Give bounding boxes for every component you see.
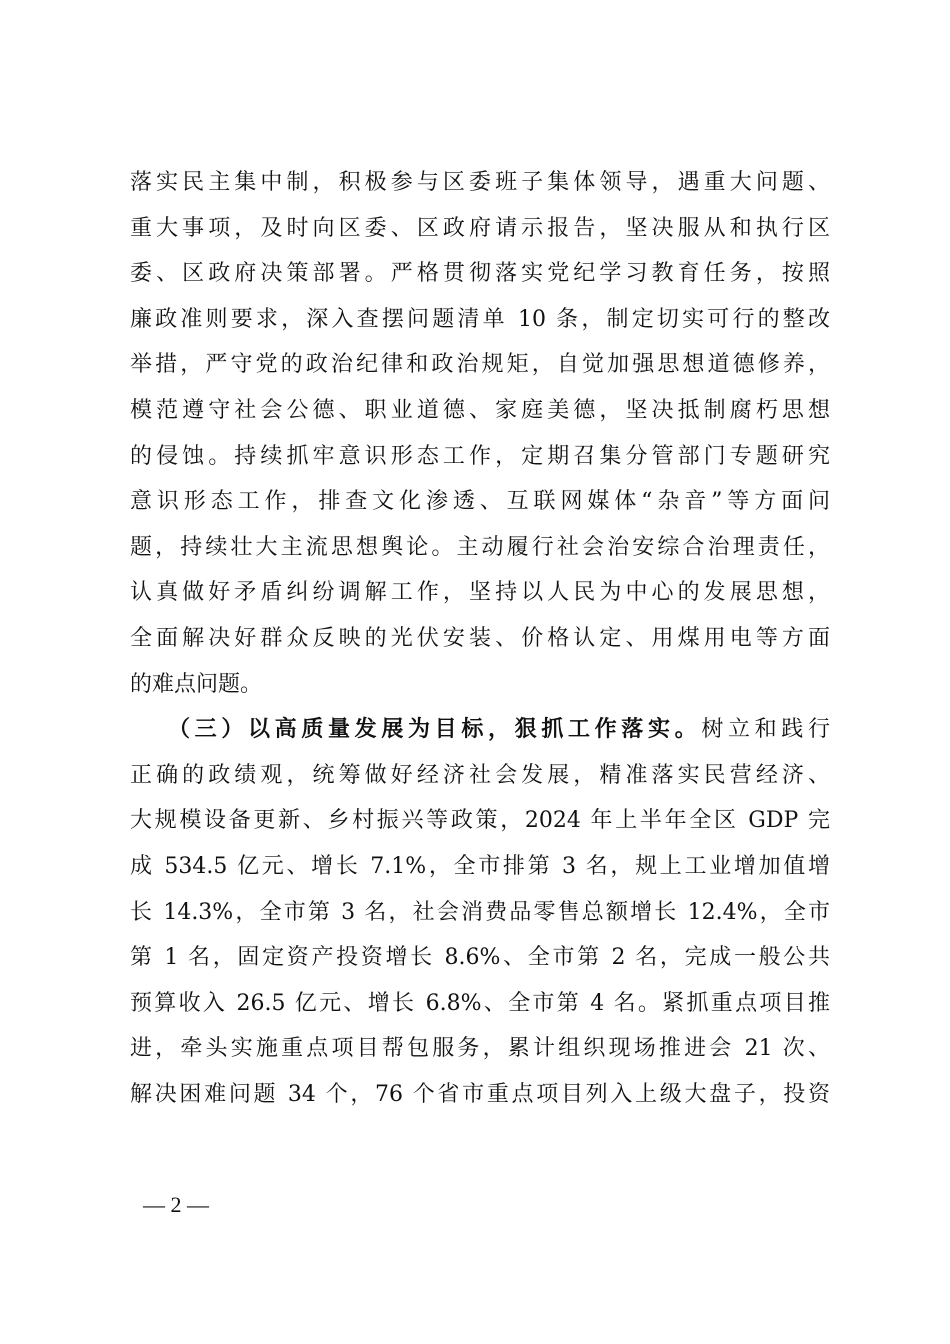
- text-line: 的难点问题。: [130, 671, 263, 697]
- text-line: 落实民主集中制，积极参与区委班子集体领导，遇重大问题、: [130, 170, 830, 195]
- text-line: 的侵蚀。持续抓牢意识形态工作，定期召集分管部门专题研究: [130, 443, 830, 469]
- paragraph-party-discipline: [130, 160, 830, 707]
- text-line: 认真做好矛盾纠纷调解工作，坚持以人民为中心的发展思想，: [130, 580, 830, 606]
- text-line: 正确的政绩观，统筹做好经济社会发展，精准落实民营经济、: [130, 762, 830, 788]
- text-line: 第 1 名，固定资产投资增长 8.6%、全市第 2 名，完成一般公共: [130, 945, 830, 971]
- text-line: 重大事项，及时向区委、区政府请示报告，坚决服从和执行区: [130, 215, 830, 241]
- text-line: 委、区政府决策部署。严格贯彻落实党纪学习教育任务，按照: [130, 261, 830, 287]
- text-line: 解决困难问题 34 个，76 个省市重点项目列入上级大盘子，投资: [130, 1081, 830, 1107]
- text-line: 大规模设备更新、乡村振兴等政策，2024 年上半年全区 GDP 完: [130, 808, 830, 834]
- text-line: 意识形态工作，排查文化渗透、互联网媒体“杂音”等方面问: [130, 489, 830, 515]
- heading-continuation: 树立和践行: [701, 717, 830, 743]
- text-line: 成 534.5 亿元、增长 7.1%，全市排第 3 名，规上工业增加值增: [130, 853, 830, 879]
- text-line: 廉政准则要求，深入查摆问题清单 10 条，制定切实可行的整改: [130, 306, 830, 332]
- paragraph-high-quality-development: [130, 707, 830, 1117]
- text-line: 进，牵头实施重点项目帮包服务，累计组织现场推进会 21 次、: [130, 1036, 830, 1062]
- text-line: 全面解决好群众反映的光伏安装、价格认定、用煤用电等方面: [130, 625, 830, 651]
- text-line: 题，持续壮大主流思想舆论。主动履行社会治安综合治理责任，: [130, 534, 830, 560]
- text-line: 预算收入 26.5 亿元、增长 6.8%、全市第 4 名。紧抓重点项目推: [130, 990, 830, 1016]
- text-line: 长 14.3%，全市第 3 名，社会消费品零售总额增长 12.4%，全市: [130, 899, 830, 925]
- text-line: 举措，严守党的政治纪律和政治规矩，自觉加强思想道德修养，: [130, 352, 830, 378]
- paragraph-first-line: [130, 707, 830, 753]
- page-number: — 2 —: [143, 1192, 209, 1217]
- document-body: [130, 160, 830, 1117]
- text-line: 模范遵守社会公德、职业道德、家庭美德，坚决抵制腐朽思想: [130, 397, 830, 423]
- section-heading: （三）以高质量发展为目标，狠抓工作落实。: [168, 716, 702, 743]
